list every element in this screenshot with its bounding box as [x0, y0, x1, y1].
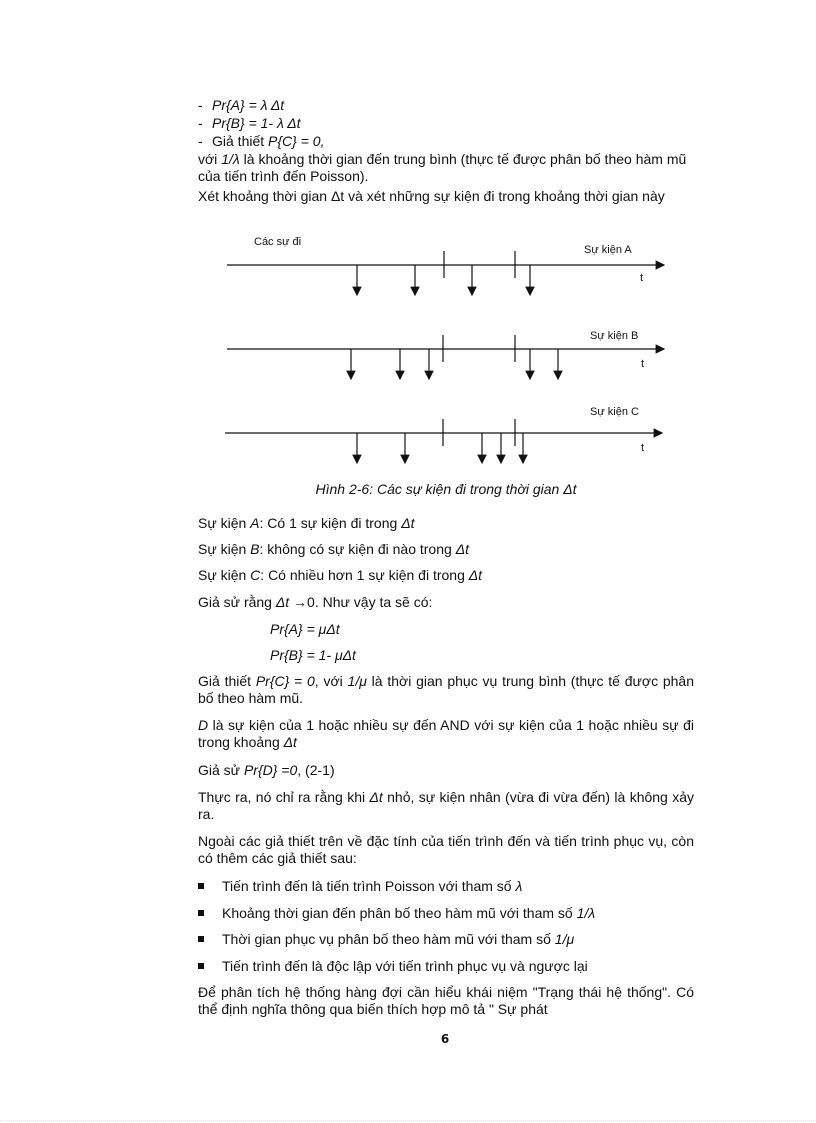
assumption-limit: Giả sử rằng Δt →0. Như vậy ta sẽ có:: [198, 594, 433, 610]
event-c-definition: Sự kiện C: Có nhiều hơn 1 sự kiện đi trong Δt: [198, 567, 483, 583]
equation-pr-a: Pr{A} = μΔt: [270, 621, 340, 637]
timeline-a-label: Sự kiện A: [584, 244, 632, 256]
bullet-square-icon: [198, 936, 204, 942]
timeline-c: [225, 406, 662, 463]
timeline-a-t: t: [640, 272, 644, 284]
page-number: 6: [440, 1032, 450, 1046]
paragraph-additional-assumptions: Ngoài các giả thiết trên về đặc tính của tiến trình đến và tiến trình phục vụ, còn có thêm các giả thiết sau:: [198, 833, 694, 866]
paragraph-arrival-time: với 1/λ là khoảng thời gian đến trung bình (thực tế được phân bố theo hàm mũ của tiến trình đến Poisson).: [198, 151, 687, 184]
page-bottom-divider: [0, 1120, 816, 1121]
timeline-b-t: t: [641, 358, 645, 370]
timeline-a: [227, 244, 664, 295]
figure-caption: Hình 2-6: Các sự kiện đi trong thời gian Δt: [315, 481, 577, 497]
paragraph-consider-interval: Xét khoảng thời gian Δt và xét những sự kiện đi trong khoảng thời gian này: [198, 188, 665, 204]
timeline-c-t: t: [641, 442, 645, 454]
dash-item-pr-a: - Pr{A} = λ Δt: [198, 97, 285, 113]
figure-top-label: Các sự đi: [254, 236, 302, 248]
paragraph-event-d: D là sự kiện của 1 hoặc nhiều sự đến AND với sự kiện của 1 hoặc nhiều sự đi trong khoảng Δt: [198, 717, 694, 750]
bullet-square-icon: [198, 910, 204, 916]
paragraph-actually: Thực ra, nó chỉ ra rằng khi Δt nhỏ, sự kiện nhân (vừa đi vừa đến) là không xảy ra.: [198, 789, 694, 822]
paragraph-service-time: Giả thiết Pr{C} = 0, với 1/μ là thời gian phục vụ trung bình (thực tế được phân bố theo hàm mũ.: [198, 673, 694, 706]
timeline-b: [227, 330, 664, 379]
bullet-square-icon: [198, 883, 204, 889]
dash-item-pr-c: - Giả thiết P{C} = 0,: [198, 133, 325, 149]
paragraph-system-state: Để phân tích hệ thống hàng đợi cần hiểu khái niệm "Trạng thái hệ thống". Có thể định nghĩa thông qua biến thích hợp mô tả " Sự phát: [198, 984, 694, 1017]
paragraph-assume-d: Giả sử Pr{D} =0, (2-1): [198, 762, 335, 778]
equation-pr-b: Pr{B} = 1- μΔt: [270, 647, 356, 663]
event-timeline-figure: [0, 230, 816, 700]
dash-item-pr-b: - Pr{B} = 1- λ Δt: [198, 115, 301, 131]
timeline-c-label: Sự kiện C: [590, 406, 639, 418]
bullet-square-icon: [198, 963, 204, 969]
document-page: - Pr{A} = λ Δt - Pr{B} = 1- λ Δt - Giả thiết P{C} = 0, với 1/λ là khoảng thời gian đến trung bình (thực tế được phân bố theo hàm mũ của tiến trình đến Poisson). Xét khoảng thời gian Δt và xét những sự kiện đi trong khoảng thời gian này Các sự đi Sự kiện A t Sự kiện B t Sự kiện C t Hình 2-6: Các sự kiện đi trong thời gian Δt Sự kiện A: Có 1 sự kiện đi trong Δt Sự kiện B: không có sự kiện đi nào trong Δt Sự kiện C: Có nhiều hơn 1 sự kiện đi trong Δt Giả sử rằng Δt →0. Như vậy ta sẽ có: Pr{A} = μΔt Pr{B} = 1- μΔt Giả thiết Pr{C} = 0, với 1/μ là thời gian phục vụ trung bình (thực tế được phân bố theo hàm mũ. D là sự kiện của 1 hoặc nhiều sự đến AND với sự kiện của 1 hoặc nhiều sự đi trong khoảng Δt Giả sử Pr{D} =0, (2-1) Thực ra, nó chỉ ra rằng khi Δt nhỏ, sự kiện nhân (vừa đi vừa đến) là không xảy ra. Ngoài các giả thiết trên về đặc tính của tiến trình đến và tiến trình phục vụ, còn có thêm các giả thiết sau: Tiến trình đến là tiến trình Poisson với tham số λ Khoảng thời gian đến phân bố theo hàm mũ với tham số 1/λ Thời gian phục vụ phân bố theo hàm mũ với tham số 1/μ Tiến trình đến là độc lập với tiến trình phục vụ và ngược lại Để phân tích hệ thống hàng đợi cần hiểu khái niệm "Trạng thái hệ thống". Có thể định nghĩa thông qua biến thích hợp mô tả " Sự phát 6: [0, 0, 816, 1123]
event-a-definition: Sự kiện A: Có 1 sự kiện đi trong Δt: [198, 515, 415, 531]
timeline-b-label: Sự kiện B: [590, 330, 639, 342]
event-b-definition: Sự kiện B: không có sự kiện đi nào trong Δt: [198, 541, 469, 557]
